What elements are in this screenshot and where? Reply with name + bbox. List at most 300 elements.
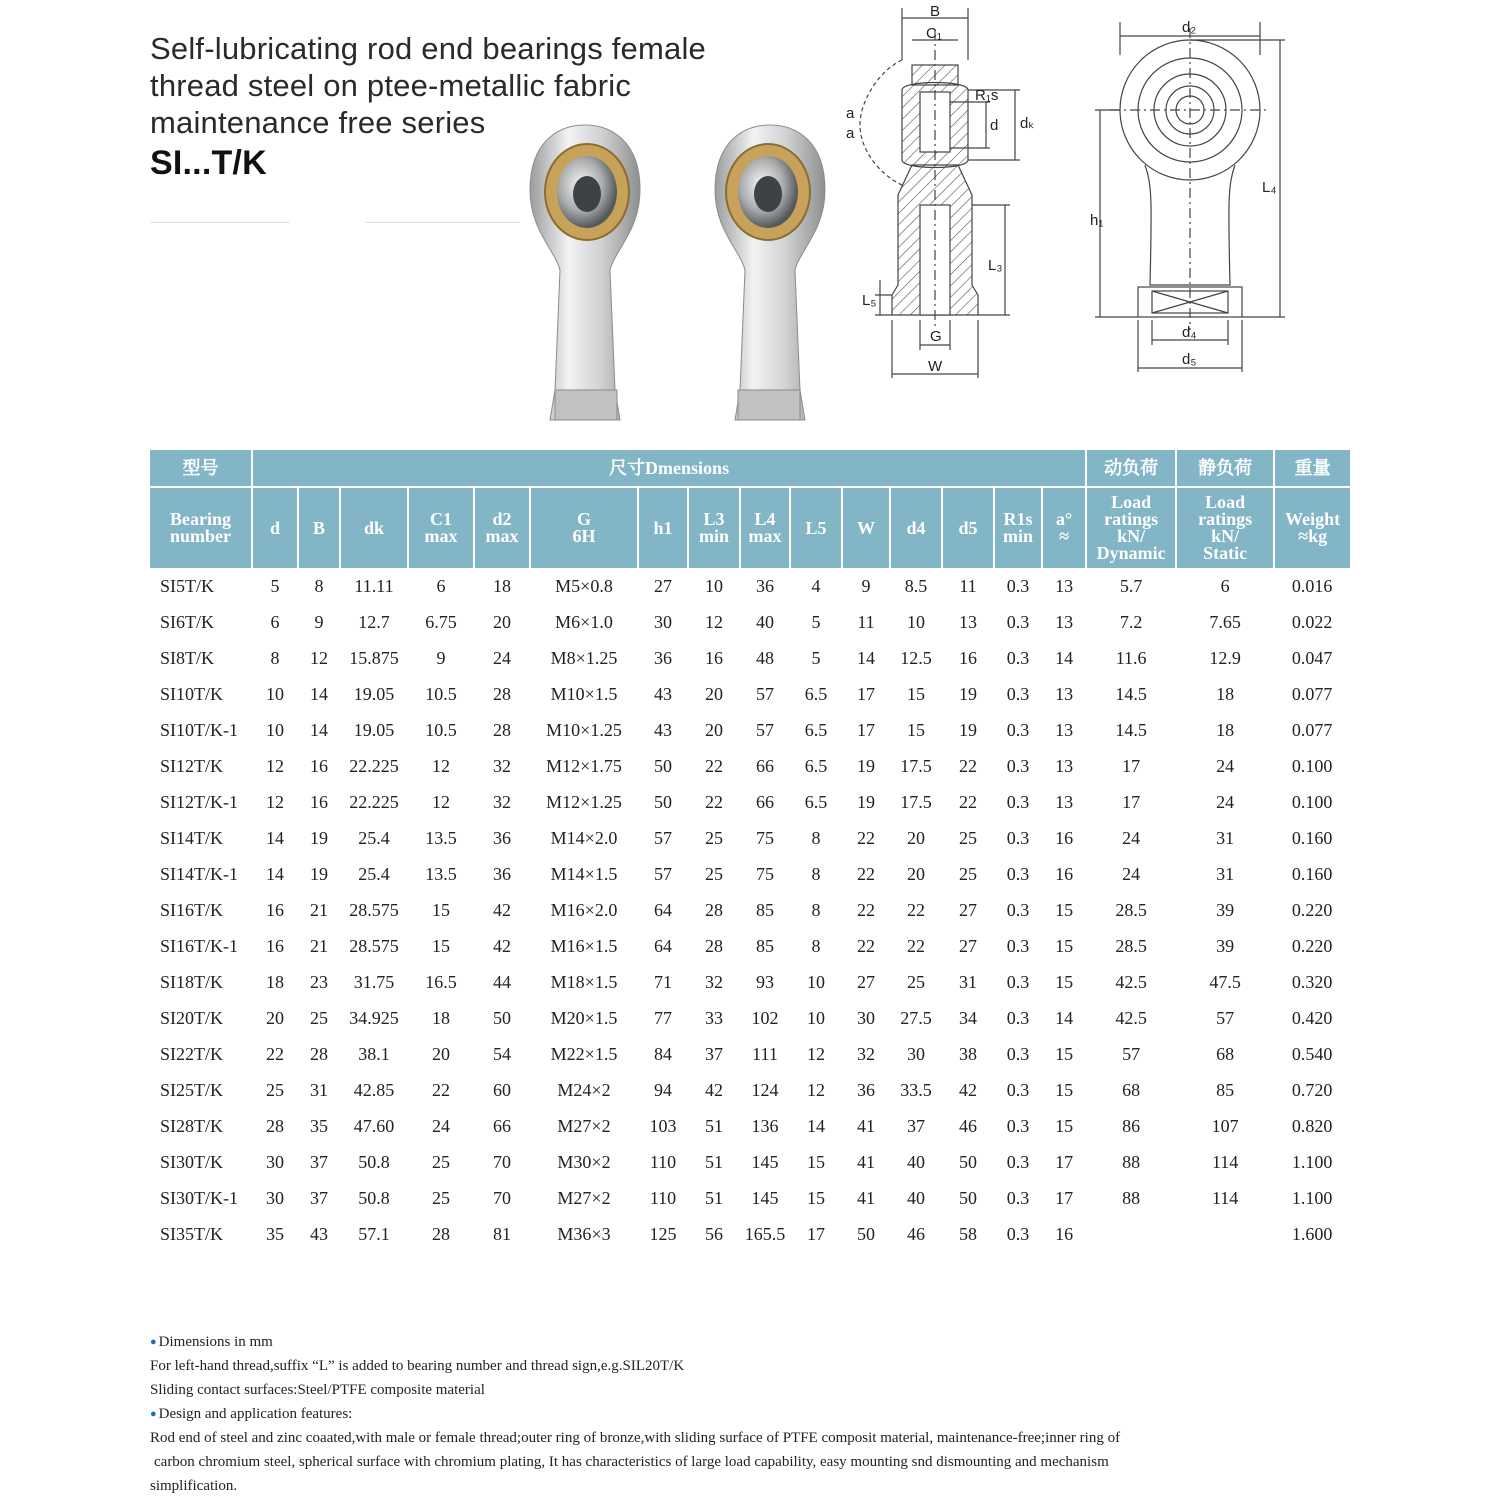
column-header-text: Load: [1111, 492, 1152, 512]
table-row: [150, 1144, 1350, 1180]
table-cell: 22: [959, 755, 977, 776]
table-cell: 12.9: [1209, 647, 1241, 668]
table-cell: 68: [1122, 1079, 1141, 1100]
table-cell: 22: [432, 1079, 450, 1100]
table-cell: 77: [654, 1007, 672, 1028]
table-cell: 0.3: [1006, 899, 1030, 920]
bearing-number-cell: SI12T/K: [160, 755, 223, 776]
table-cell: 5: [270, 575, 280, 596]
table-cell: 32: [857, 1043, 875, 1064]
table-cell: 16: [1055, 863, 1074, 884]
table-cell: 31: [1216, 827, 1235, 848]
table-cell: 50: [654, 791, 672, 812]
table-cell: 11.11: [354, 575, 394, 596]
title-line-2: thread steel on ptee-metallic fabric: [150, 68, 632, 103]
table-row: [150, 1036, 1350, 1072]
table-cell: 58: [959, 1223, 977, 1244]
table-cell: 51: [705, 1151, 723, 1172]
column-header: [1042, 487, 1086, 568]
table-cell: 0.3: [1006, 1079, 1030, 1100]
table-cell: 0.3: [1006, 1115, 1030, 1136]
table-cell: 24: [1216, 755, 1235, 776]
column-header: [408, 487, 474, 568]
table-cell: M8×1.25: [550, 647, 618, 668]
table-cell: 15: [807, 1187, 825, 1208]
table-cell: 85: [1216, 1079, 1235, 1100]
table-cell: 125: [649, 1223, 677, 1244]
table-cell: 22: [907, 899, 925, 920]
table-cell: 28.5: [1115, 899, 1147, 920]
table-cell: 14: [1055, 647, 1074, 668]
table-cell: 6.5: [804, 755, 828, 776]
label-W: W: [928, 358, 943, 375]
table-cell: 60: [493, 1079, 511, 1100]
table-cell: 37: [310, 1187, 328, 1208]
table-cell: 42.85: [353, 1079, 395, 1100]
table-cell: 57.1: [358, 1223, 390, 1244]
table-cell: 0.022: [1291, 611, 1333, 632]
table-cell: M22×1.5: [550, 1043, 618, 1064]
bearing-number-cell: SI35T/K: [160, 1223, 223, 1244]
table-cell: 6: [436, 575, 446, 596]
table-cell: 57: [756, 719, 774, 740]
table-row: [150, 568, 1350, 604]
table-cell: 22.225: [349, 755, 399, 776]
table-cell: 0.320: [1291, 971, 1333, 992]
table-cell: 6: [270, 611, 280, 632]
table-cell: M12×1.75: [546, 755, 622, 776]
bearing-number-cell: SI18T/K: [160, 971, 223, 992]
column-header-text: number: [169, 526, 231, 546]
column-header-text: ratings: [1198, 509, 1253, 529]
table-row: [150, 1180, 1350, 1216]
table-cell: 11: [857, 611, 875, 632]
table-row: [150, 856, 1350, 892]
table-cell: 27: [857, 971, 875, 992]
table-cell: 32: [493, 791, 511, 812]
column-header-text: B: [312, 517, 325, 538]
table-cell: 27: [959, 935, 977, 956]
table-cell: 13.5: [425, 827, 457, 848]
table-cell: 22: [266, 1043, 284, 1064]
group-header-weight: 重量: [1274, 450, 1350, 487]
table-cell: 8.5: [904, 575, 928, 596]
table-cell: 0.3: [1006, 791, 1030, 812]
table-cell: 15: [1055, 971, 1074, 992]
table-cell: 0.047: [1291, 647, 1333, 668]
table-cell: 93: [756, 971, 774, 992]
column-header: [1274, 487, 1350, 568]
column-header-text: G: [576, 509, 591, 529]
column-header-text: W: [857, 517, 875, 538]
table-cell: 16: [705, 647, 723, 668]
label-d: d: [990, 117, 999, 134]
table-cell: 56: [705, 1223, 723, 1244]
table-cell: 16: [266, 935, 284, 956]
column-header: [688, 487, 740, 568]
table-cell: 25.4: [358, 827, 390, 848]
table-cell: 5.7: [1119, 575, 1143, 596]
table-cell: 24: [432, 1115, 450, 1136]
table-cell: 12: [432, 791, 450, 812]
bearing-number-cell: SI5T/K: [160, 575, 214, 596]
rod-end-left: [530, 125, 640, 420]
table-cell: 50: [493, 1007, 511, 1028]
divider-line: [150, 222, 290, 223]
table-cell: [1176, 1216, 1274, 1252]
table-cell: 6.5: [804, 683, 828, 704]
table-cell: 19: [959, 719, 977, 740]
table-cell: 136: [751, 1115, 779, 1136]
label-C1: C₁: [926, 25, 942, 42]
table-cell: 15: [1055, 1079, 1074, 1100]
table-cell: 19: [857, 755, 875, 776]
table-cell: 103: [649, 1115, 677, 1136]
table-cell: M18×1.5: [550, 971, 618, 992]
label-dk: dₖ: [1020, 115, 1035, 132]
table-cell: 50: [654, 755, 672, 776]
table-cell: 10: [266, 719, 284, 740]
table-cell: 0.077: [1291, 683, 1333, 704]
bearing-number-cell: SI10T/K-1: [160, 719, 238, 740]
table-cell: 12: [432, 755, 450, 776]
table-cell: 6.75: [425, 611, 457, 632]
table-cell: 7.65: [1209, 611, 1241, 632]
table-cell: M20×1.5: [550, 1007, 618, 1028]
column-header-text: C1: [430, 509, 452, 529]
column-header: [994, 487, 1042, 568]
column-header-text: ≈kg: [1298, 526, 1328, 546]
table-cell: 18: [1216, 719, 1235, 740]
table-cell: M30×2: [557, 1151, 611, 1172]
table-cell: 16: [1055, 827, 1074, 848]
table-cell: 42.5: [1115, 1007, 1147, 1028]
table-cell: 1.100: [1291, 1151, 1333, 1172]
table-cell: 5: [811, 647, 821, 668]
title-line-1: Self-lubricating rod end bearings female: [150, 31, 706, 66]
table-cell: 85: [756, 899, 774, 920]
table-cell: 0.3: [1006, 1151, 1030, 1172]
table-cell: M24×2: [557, 1079, 611, 1100]
column-header-text: L5: [805, 517, 827, 538]
column-header-text: d: [269, 517, 280, 538]
table-cell: 14: [1055, 1007, 1074, 1028]
table-cell: 12: [807, 1043, 825, 1064]
table-cell: 35: [310, 1115, 328, 1136]
table-cell: 43: [654, 683, 672, 704]
group-header-model: 型号: [150, 450, 252, 487]
table-cell: 18: [1216, 683, 1235, 704]
table-cell: 50: [959, 1187, 977, 1208]
table-cell: 12.7: [358, 611, 390, 632]
table-cell: 15: [432, 899, 450, 920]
table-cell: 75: [756, 827, 774, 848]
table-cell: 0.3: [1006, 755, 1030, 776]
table-cell: 68: [1216, 1043, 1235, 1064]
table-cell: 8: [314, 575, 324, 596]
table-cell: 0.220: [1291, 935, 1333, 956]
note-design-line: simplification.: [150, 1478, 238, 1494]
table-cell: 14: [266, 827, 284, 848]
column-header: [1086, 487, 1176, 568]
label-L4: L₄: [1262, 179, 1277, 196]
column-header-text: ≈: [1059, 526, 1070, 546]
table-cell: 24: [1216, 791, 1235, 812]
table-cell: 47.5: [1209, 971, 1241, 992]
table-cell: 13: [1055, 611, 1074, 632]
table-cell: 36: [654, 647, 672, 668]
rod-end-right: [715, 125, 825, 420]
note-dimensions-unit: ● Dimensions in mm: [150, 1330, 1350, 1354]
table-cell: 0.3: [1006, 971, 1030, 992]
table-cell: 6.5: [804, 719, 828, 740]
table-cell: 70: [493, 1151, 511, 1172]
column-header: [298, 487, 340, 568]
table-cell: 10: [807, 971, 825, 992]
table-cell: 10: [907, 611, 925, 632]
column-header: [530, 487, 638, 568]
table-cell: 19.05: [353, 683, 395, 704]
table-cell: 15: [807, 1151, 825, 1172]
table-cell: M27×2: [557, 1187, 611, 1208]
table-cell: 0.3: [1006, 647, 1030, 668]
column-header-text: max: [424, 526, 458, 546]
table-cell: 0.077: [1291, 719, 1333, 740]
bearing-number-cell: SI22T/K: [160, 1043, 223, 1064]
table-cell: 14: [266, 863, 284, 884]
bearing-number-cell: SI12T/K-1: [160, 791, 238, 812]
table-cell: 30: [907, 1043, 925, 1064]
note-left-hand: For left-hand thread,suffix “L” is added to bearing number and thread sign,e.g.SIL20T/K: [150, 1358, 685, 1374]
table-cell: 0.3: [1006, 1223, 1030, 1244]
table-cell: 16.5: [425, 971, 457, 992]
label-d4: d₄: [1182, 324, 1197, 341]
table-cell: 17.5: [900, 791, 932, 812]
front-view-drawing: [1090, 0, 1300, 385]
table-cell: 18: [493, 575, 511, 596]
bearing-number-cell: SI8T/K: [160, 647, 214, 668]
table-cell: 15: [432, 935, 450, 956]
table-cell: 33.5: [900, 1079, 932, 1100]
table-cell: 17: [857, 683, 875, 704]
table-cell: 24: [1122, 863, 1141, 884]
label-angle-a1: a: [846, 105, 855, 122]
label-G: G: [930, 328, 942, 345]
table-cell: 13: [1055, 575, 1074, 596]
note-design-line: carbon chromium steel, spherical surface with chromium plating, It has characteristics of large load capability, easy mounting snd dismounting and mechanism: [154, 1454, 1109, 1470]
column-header: [842, 487, 890, 568]
table-column-header-row: [150, 487, 1350, 568]
column-header-text: min: [1002, 526, 1033, 546]
table-cell: 0.3: [1006, 611, 1030, 632]
section-drawing: [840, 0, 1070, 385]
table-cell: 36: [493, 863, 511, 884]
table-cell: 1.100: [1291, 1187, 1333, 1208]
column-header-text: Bearing: [170, 509, 231, 529]
table-cell: 88: [1122, 1187, 1141, 1208]
table-row: [150, 964, 1350, 1000]
table-cell: 28.575: [349, 935, 399, 956]
table-cell: 13: [959, 611, 977, 632]
table-cell: 12: [310, 647, 328, 668]
table-row: [150, 640, 1350, 676]
note-sliding: Sliding contact surfaces:Steel/PTFE composite material: [150, 1382, 485, 1398]
table-cell: 107: [1211, 1115, 1239, 1136]
table-cell: 37: [310, 1151, 328, 1172]
column-header: [638, 487, 688, 568]
bearing-number-cell: SI6T/K: [160, 611, 214, 632]
table-cell: 24: [1122, 827, 1141, 848]
table-cell: 28: [705, 935, 723, 956]
column-header-text: L3: [703, 509, 725, 529]
table-row: [150, 928, 1350, 964]
table-cell: 0.100: [1291, 791, 1333, 812]
column-header-text: max: [748, 526, 782, 546]
bearing-number-cell: SI30T/K: [160, 1151, 223, 1172]
table-cell: 28: [493, 719, 511, 740]
table-cell: 64: [654, 935, 672, 956]
table-cell: 86: [1122, 1115, 1141, 1136]
note-design-heading: ● Design and application features:: [150, 1402, 1350, 1426]
table-cell: 0.100: [1291, 755, 1333, 776]
column-header-text: ratings: [1104, 509, 1159, 529]
column-header-text: Weight: [1285, 509, 1341, 529]
table-cell: [1086, 1216, 1176, 1252]
table-cell: 40: [907, 1151, 925, 1172]
table-cell: 16: [310, 755, 328, 776]
table-cell: 46: [959, 1115, 977, 1136]
table-cell: 17: [1055, 1151, 1074, 1172]
table-cell: 25: [266, 1079, 284, 1100]
table-cell: 13.5: [425, 863, 457, 884]
table-cell: 42: [493, 935, 511, 956]
table-cell: 0.220: [1291, 899, 1333, 920]
table-cell: 22: [705, 791, 723, 812]
table-cell: 5: [811, 611, 821, 632]
table-cell: 17: [807, 1223, 825, 1244]
table-row: [150, 1216, 1350, 1252]
table-cell: 30: [266, 1187, 284, 1208]
table-cell: M14×1.5: [550, 863, 618, 884]
table-cell: 0.3: [1006, 935, 1030, 956]
table-cell: 21: [310, 935, 328, 956]
table-cell: 114: [1211, 1187, 1239, 1208]
table-cell: 0.3: [1006, 683, 1030, 704]
table-cell: 40: [756, 611, 774, 632]
table-cell: 19: [310, 863, 328, 884]
table-cell: 0.160: [1291, 827, 1333, 848]
table-cell: 70: [493, 1187, 511, 1208]
table-cell: 145: [751, 1151, 779, 1172]
table-cell: 16: [959, 647, 977, 668]
table-cell: 102: [751, 1007, 779, 1028]
table-cell: M16×1.5: [550, 935, 618, 956]
table-cell: 22: [907, 935, 925, 956]
table-cell: 8: [811, 899, 821, 920]
rod-end-bearing-photo: [525, 120, 835, 430]
table-cell: 145: [751, 1187, 779, 1208]
table-cell: 22: [959, 791, 977, 812]
table-cell: 30: [266, 1151, 284, 1172]
table-cell: 27: [959, 899, 977, 920]
table-cell: M12×1.25: [546, 791, 622, 812]
bearing-number-cell: SI20T/K: [160, 1007, 223, 1028]
table-cell: 71: [654, 971, 672, 992]
series-name: SI...T/K: [150, 144, 267, 182]
table-cell: 15: [907, 683, 925, 704]
table-cell: 27.5: [900, 1007, 932, 1028]
label-d5: d₅: [1182, 351, 1197, 368]
table-group-header-row: [150, 450, 1350, 487]
table-cell: 20: [432, 1043, 450, 1064]
table-cell: 14: [310, 719, 328, 740]
table-cell: 22: [705, 755, 723, 776]
table-cell: 20: [705, 719, 723, 740]
table-cell: 25: [907, 971, 925, 992]
table-cell: 18: [266, 971, 284, 992]
column-header: [942, 487, 994, 568]
divider-line: [365, 222, 520, 223]
table-cell: 27: [654, 575, 672, 596]
table-cell: 0.3: [1006, 827, 1030, 848]
table-cell: 37: [705, 1043, 723, 1064]
table-cell: 28: [705, 899, 723, 920]
column-header: [890, 487, 942, 568]
table-cell: 25: [432, 1151, 450, 1172]
table-cell: 94: [654, 1079, 672, 1100]
table-cell: 17: [1122, 755, 1141, 776]
table-cell: 57: [756, 683, 774, 704]
column-header-text: a°: [1055, 509, 1073, 529]
column-header-text: Static: [1203, 543, 1248, 563]
table-cell: 9: [861, 575, 871, 596]
table-cell: 24: [493, 647, 511, 668]
table-cell: 41: [857, 1187, 875, 1208]
table-cell: 42.5: [1115, 971, 1147, 992]
table-cell: 0.3: [1006, 719, 1030, 740]
table-cell: M16×2.0: [550, 899, 618, 920]
table-cell: 12: [266, 791, 284, 812]
table-cell: 28: [493, 683, 511, 704]
table-cell: 20: [705, 683, 723, 704]
table-cell: 41: [857, 1151, 875, 1172]
table-cell: 66: [493, 1115, 511, 1136]
table-cell: 17.5: [900, 755, 932, 776]
column-header-text: d2: [492, 509, 512, 529]
table-cell: 25: [705, 827, 723, 848]
table-cell: 25: [959, 863, 977, 884]
table-cell: 23: [310, 971, 328, 992]
column-header: [1176, 487, 1274, 568]
table-cell: 11.6: [1115, 647, 1147, 668]
table-cell: 10.5: [425, 683, 457, 704]
table-cell: 0.820: [1291, 1115, 1333, 1136]
table-cell: 15: [1055, 1043, 1074, 1064]
table-cell: 25: [959, 827, 977, 848]
table-cell: M6×1.0: [555, 611, 613, 632]
column-header-text: h1: [653, 517, 673, 538]
table-cell: 8: [811, 827, 821, 848]
table-cell: 10: [807, 1007, 825, 1028]
table-cell: 0.3: [1006, 1043, 1030, 1064]
table-cell: 110: [649, 1187, 677, 1208]
table-cell: 6: [1220, 575, 1230, 596]
table-cell: 22: [857, 935, 875, 956]
table-cell: 84: [654, 1043, 672, 1064]
table-cell: 30: [654, 611, 672, 632]
column-header-text: R1s: [1003, 509, 1033, 529]
table-cell: 13: [1055, 791, 1074, 812]
